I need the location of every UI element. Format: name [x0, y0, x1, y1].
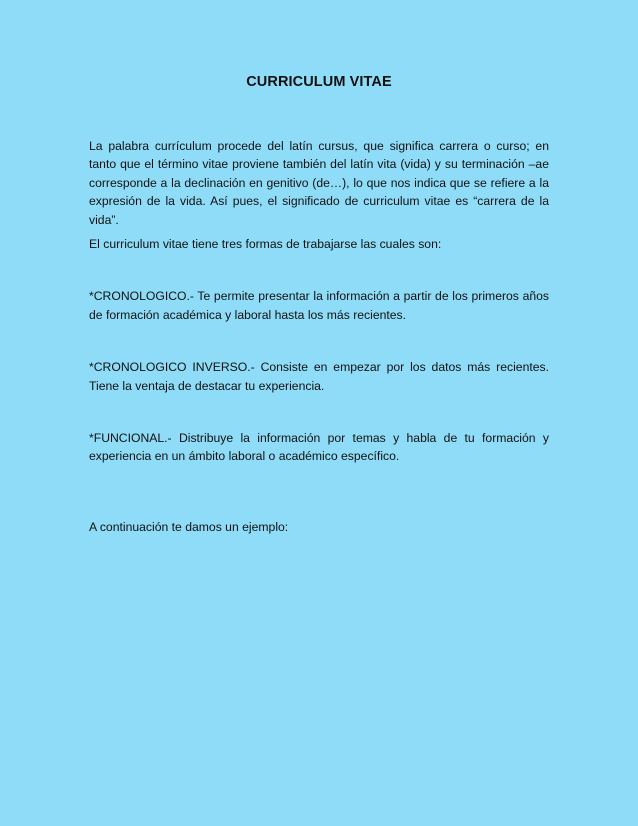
- reverse-chronological-paragraph: *CRONOLOGICO INVERSO.- Consiste en empezar por los datos más recientes. Tiene la ventaja de destacar tu experiencia.: [89, 360, 549, 393]
- forms-paragraph: El curriculum vitae tiene tres formas de trabajarse las cuales son:: [89, 237, 442, 252]
- chronological-paragraph: *CRONOLOGICO.- Te permite presentar la información a partir de los primeros años de formación académica y laboral hasta los más recientes.: [89, 289, 549, 322]
- example-intro-paragraph: A continuación te damos un ejemplo:: [89, 519, 289, 534]
- document-title: CURRICULUM VITAE: [246, 74, 392, 90]
- intro-paragraph: La palabra currículum procede del latín cursus, que significa carrera o curso; en tanto que el término vitae proviene también del latín vita (vida) y su terminación –ae corresponde a la declinación en genitivo (de…), lo que nos indica que se refiere a la expresión de la vida. Así pues, el significado de curriculum vitae es “carrera de la vida”.: [89, 139, 549, 227]
- functional-paragraph: *FUNCIONAL.- Distribuye la información por temas y habla de tu formación y experiencia en un ámbito laboral o académico específico.: [89, 431, 549, 464]
- document-body: [89, 137, 549, 536]
